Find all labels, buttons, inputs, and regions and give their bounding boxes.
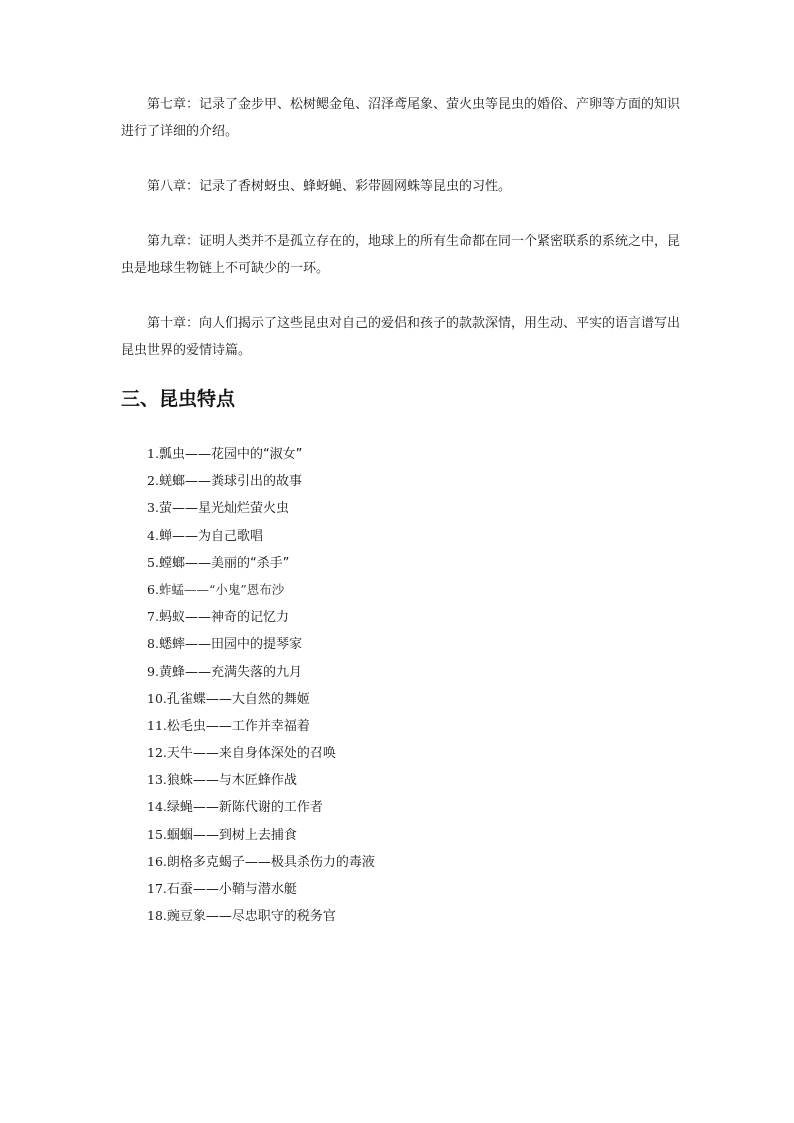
chapter-9-paragraph: 第九章：证明人类并不是孤立存在的，地球上的所有生命都在同一个紧密联系的系统之中，昆虫是地球生物链上不可缺少的一环。 <box>121 234 681 276</box>
item-number: 13. <box>147 772 167 788</box>
list-item <box>147 793 375 820</box>
list-item <box>147 467 375 494</box>
list-item <box>147 630 375 657</box>
section-heading: 三、昆虫特点 <box>121 388 236 410</box>
item-title: 蜣螂——粪球引出的故事 <box>158 474 302 490</box>
item-title: 石蚕——小鞘与潜水艇 <box>166 882 297 897</box>
item-title: 蚱蜢——“小鬼”恩布沙 <box>158 581 285 597</box>
item-title: 绿蝇——新陈代谢的工作者 <box>166 800 323 816</box>
item-number: 14. <box>147 799 167 815</box>
list-item <box>147 549 375 576</box>
item-number: 15. <box>147 826 167 842</box>
item-title: 天牛——来自身体深处的召唤 <box>166 746 336 762</box>
item-number: 8. <box>147 636 159 652</box>
item-number: 1. <box>147 446 159 461</box>
chapter-10-paragraph: 第十章：向人们揭示了这些昆虫对自己的爱侣和孩子的款款深情，用生动、平实的语言谱写出昆虫世界的爱情诗篇。 <box>121 316 681 358</box>
item-number: 16. <box>147 853 167 869</box>
item-title: 蟋蟀——田园中的提琴家 <box>158 637 302 653</box>
item-number: 11. <box>147 717 167 733</box>
item-number: 17. <box>147 881 167 896</box>
item-number: 5. <box>147 554 159 570</box>
list-item <box>147 766 375 793</box>
item-number: 18. <box>147 908 167 924</box>
list-item <box>147 658 375 685</box>
item-title: 豌豆象——尽忠职守的税务官 <box>166 909 336 925</box>
item-number: 2. <box>147 473 159 489</box>
item-title: 松毛虫——工作并幸福着 <box>166 718 310 734</box>
chapter-8-paragraph: 第八章：记录了香树蚜虫、蜂蚜蝇、彩带圆网蛛等昆虫的习性。 <box>147 179 512 194</box>
item-title: 蝉——为自己歌唱 <box>158 528 263 544</box>
item-number: 12. <box>147 745 167 761</box>
item-title: 螳螂——美丽的“杀手” <box>158 555 290 571</box>
list-item <box>147 739 375 766</box>
list-item <box>147 603 375 630</box>
chapter-7-paragraph: 第七章：记录了金步甲、松树鳃金龟、沼泽鸢尾象、萤火虫等昆虫的婚俗、产卵等方面的知识进行了详细的介绍。 <box>121 97 681 139</box>
item-number: 4. <box>147 527 159 543</box>
item-number: 9. <box>147 663 159 679</box>
list-item <box>147 712 375 739</box>
list-item <box>147 440 375 467</box>
item-title: 黄蜂——充满失落的九月 <box>158 664 302 680</box>
item-title: 蚂蚁——神奇的记忆力 <box>158 610 289 626</box>
list-item <box>147 875 375 902</box>
item-title: 孔雀蝶——大自然的舞姬 <box>166 691 310 707</box>
item-title: 瓢虫——花园中的“淑女” <box>158 447 303 462</box>
item-number: 7. <box>147 609 159 625</box>
item-number: 3. <box>147 500 159 516</box>
list-item <box>147 576 375 603</box>
item-title: 朗格多克蝎子——极具杀伤力的毒液 <box>166 854 375 870</box>
item-number: 6. <box>147 581 159 597</box>
list-item <box>147 494 375 521</box>
list-item <box>147 685 375 712</box>
item-title: 狼蛛——与木匠蜂作战 <box>166 773 297 789</box>
item-title: 蝈蝈——到树上去捕食 <box>166 827 297 843</box>
item-title: 萤——星光灿烂萤火虫 <box>158 501 289 517</box>
list-item <box>147 902 375 929</box>
insect-list <box>147 440 375 929</box>
list-item <box>147 848 375 875</box>
list-item <box>147 821 375 848</box>
item-number: 10. <box>147 690 167 706</box>
list-item <box>147 522 375 549</box>
